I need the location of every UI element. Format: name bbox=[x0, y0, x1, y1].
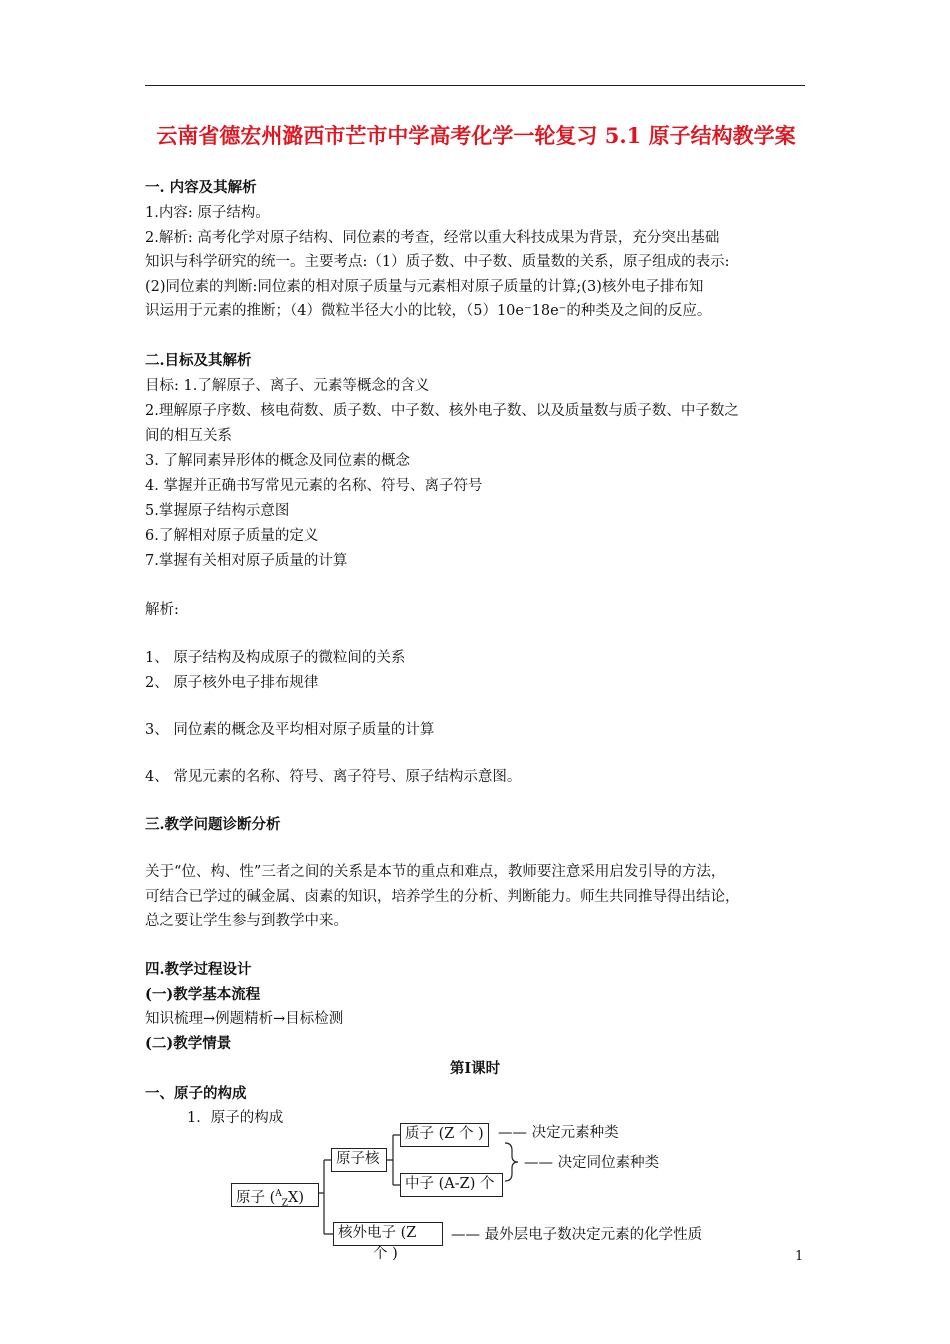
header-rule bbox=[145, 85, 805, 86]
section-3-line: 关于“位、构、性”三者之间的关系是本节的重点和难点，教师要注意采用启发引导的方法， bbox=[145, 864, 726, 880]
page-title: 云南省德宏州潞西市芒市中学高考化学一轮复习 5.1 原子结构教学案 bbox=[156, 123, 796, 148]
subheading-scenario: (二)教学情景 bbox=[145, 1035, 232, 1052]
section-3-line: 可结合已学过的碱金属、卤素的知识，培养学生的分析、判断能力。师生共同推导得出结论， bbox=[145, 889, 740, 905]
goal-line: 间的相互关系 bbox=[145, 428, 232, 444]
analysis-item: 1、 原子结构及构成原子的微粒间的关系 bbox=[145, 650, 406, 666]
atomic-number-symbol: Z bbox=[281, 1198, 289, 1209]
lesson-label: 第Ⅰ课时 bbox=[449, 1060, 501, 1077]
goal-line: 5.掌握原子结构示意图 bbox=[145, 503, 290, 519]
analysis-item: 4、 常见元素的名称、符号、离子符号、原子结构示意图。 bbox=[145, 769, 522, 785]
neutron-box: 中子 (A-Z) 个 bbox=[400, 1173, 503, 1197]
atom-label-suffix: X) bbox=[288, 1189, 305, 1206]
analysis-item: 2、 原子核外电子排布规律 bbox=[145, 675, 319, 691]
electron-note: —— 最外层电子数决定元素的化学性质 bbox=[451, 1227, 703, 1243]
section-1-analysis-line: 知识与科学研究的统一。主要考点:（1）质子数、中子数、质量数的关系，原子组成的表示: bbox=[145, 254, 730, 270]
mass-number-symbol: A bbox=[275, 1189, 282, 1199]
electron-label: 核外电子 (Z bbox=[338, 1225, 417, 1241]
atom-box bbox=[231, 1183, 319, 1207]
section-1-analysis-line: 识运用于元素的推断；（4）微粒半径大小的比较，（5）10e⁻18e⁻的种类及之间的反应。 bbox=[145, 303, 712, 319]
electron-label-continued: 个 ) bbox=[373, 1246, 398, 1262]
section-1-content: 1.内容: 原子结构。 bbox=[145, 205, 270, 221]
proton-box: 质子 (Z 个 ) bbox=[400, 1123, 489, 1147]
section-3-heading: 三.教学问题诊断分析 bbox=[145, 816, 281, 833]
section-1-analysis-line: (2)同位素的判断:同位素的相对原子质量与元素相对原子质量的计算;(3)核外电子排布知 bbox=[145, 279, 704, 295]
nucleus-box: 原子核 bbox=[331, 1148, 387, 1172]
page-number: 1 bbox=[795, 1249, 804, 1264]
section-4-heading: 四.教学过程设计 bbox=[145, 961, 252, 978]
section-1-heading: 一. 内容及其解析 bbox=[145, 179, 257, 196]
goal-line: 2.理解原子序数、核电荷数、质子数、中子数、核外电子数、以及质量数与质子数、中子数之 bbox=[145, 403, 739, 419]
goal-line: 4. 掌握并正确书写常见元素的名称、符号、离子符号 bbox=[145, 478, 483, 494]
item-heading: 1．原子的构成 bbox=[187, 1110, 284, 1126]
electron-box bbox=[333, 1222, 443, 1246]
atom-label-prefix: 原子 ( bbox=[236, 1189, 276, 1206]
section-1-analysis-line: 2.解析: 高考化学对原子结构、同位素的考查，经常以重大科技成果为背景，充分突出基础 bbox=[145, 230, 720, 246]
analysis-label: 解析: bbox=[145, 602, 179, 618]
proton-note: —— 决定元素种类 bbox=[498, 1125, 619, 1141]
goal-line: 目标: 1.了解原子、离子、元素等概念的含义 bbox=[145, 378, 430, 394]
flow-text: 知识梳理→例题精析→目标检测 bbox=[145, 1011, 344, 1027]
section-3-line: 总之要让学生参与到教学中来。 bbox=[145, 913, 348, 929]
subheading-flow: (一)教学基本流程 bbox=[145, 986, 261, 1003]
part-heading: 一、原子的构成 bbox=[145, 1085, 247, 1102]
goal-line: 3. 了解同素异形体的概念及同位素的概念 bbox=[145, 453, 410, 469]
isotope-note: —— 决定同位素种类 bbox=[524, 1155, 660, 1171]
goal-line: 7.掌握有关相对原子质量的计算 bbox=[145, 553, 348, 569]
goal-line: 6.了解相对原子质量的定义 bbox=[145, 528, 319, 544]
analysis-item: 3、 同位素的概念及平均相对原子质量的计算 bbox=[145, 722, 435, 738]
section-2-heading: 二.目标及其解析 bbox=[145, 352, 252, 369]
